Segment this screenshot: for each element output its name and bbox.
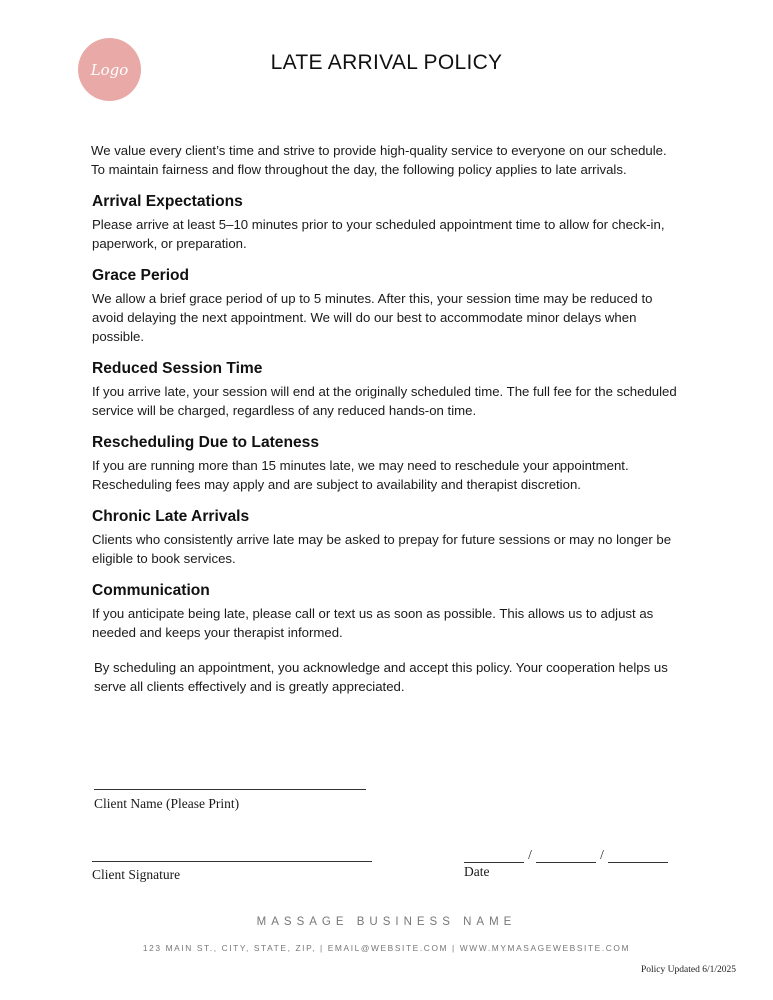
date-month-blank[interactable] <box>464 850 524 863</box>
policy-content <box>91 141 683 696</box>
client-signature-line[interactable] <box>92 861 372 862</box>
logo-text: Logo <box>90 60 129 79</box>
section-body: We allow a brief grace period of up to 5 minutes. After this, your session time may be reduced to avoid delaying the next appointment. We will do our best to accommodate minor delays when possible. <box>92 291 653 344</box>
section-rescheduling <box>91 434 683 494</box>
date-separator: / <box>600 847 604 862</box>
section-communication <box>91 582 683 642</box>
date-separator: / <box>528 847 532 862</box>
section-title: Chronic Late Arrivals <box>92 508 250 525</box>
section-arrival-expectations <box>91 193 683 253</box>
section-body: If you are running more than 15 minutes late, we may need to reschedule your appointment. Rescheduling fees may apply and are subject to availability and therapist discretion. <box>92 458 629 492</box>
client-signature-label: Client Signature <box>92 867 181 882</box>
section-reduced-session-time <box>91 360 683 420</box>
section-body: Please arrive at least 5–10 minutes prior to your scheduled appointment time to allow for check-in, paperwork, or preparation. <box>92 217 665 251</box>
section-body: Clients who consistently arrive late may be asked to prepay for future sessions or may no longer be eligible to book services. <box>92 532 672 566</box>
section-chronic-late-arrivals <box>91 508 683 568</box>
date-day-blank[interactable] <box>536 850 596 863</box>
section-grace-period <box>91 267 683 346</box>
date-label: Date <box>464 864 490 879</box>
business-name: MASSAGE BUSINESS NAME <box>256 916 517 928</box>
section-title: Arrival Expectations <box>92 193 243 210</box>
contact-info: 123 MAIN ST., CITY, STATE, ZIP, | EMAIL@WEBSITE.COM | WWW.MYMASAGEWEBSITE.COM <box>142 943 631 953</box>
section-title: Grace Period <box>92 267 190 284</box>
closing-paragraph: By scheduling an appointment, you acknowledge and accept this policy. Your cooperation helps us serve all clients effectively and is greatly appreciated. <box>94 660 668 694</box>
date-field[interactable] <box>464 847 668 863</box>
intro-paragraph: We value every client’s time and strive to provide high-quality service to everyone on our schedule. To maintain fairness and flow throughout the day, the following policy applies to late arrivals. <box>91 143 667 177</box>
section-title: Communication <box>92 582 210 599</box>
client-name-label: Client Name (Please Print) <box>94 796 240 811</box>
section-body: If you arrive late, your session will end at the originally scheduled time. The full fee for the scheduled service will be charged, regardless of any reduced hands-on time. <box>92 384 677 418</box>
date-year-blank[interactable] <box>608 850 668 863</box>
page-title: LATE ARRIVAL POLICY <box>270 51 503 74</box>
client-name-line[interactable] <box>94 789 366 790</box>
policy-updated-date: Policy Updated 6/1/2025 <box>641 965 736 975</box>
section-body: If you anticipate being late, please call or text us as soon as possible. This allows us to adjust as needed and keeps your therapist informed. <box>92 606 654 640</box>
section-title: Rescheduling Due to Lateness <box>92 434 320 451</box>
section-title: Reduced Session Time <box>92 360 263 377</box>
